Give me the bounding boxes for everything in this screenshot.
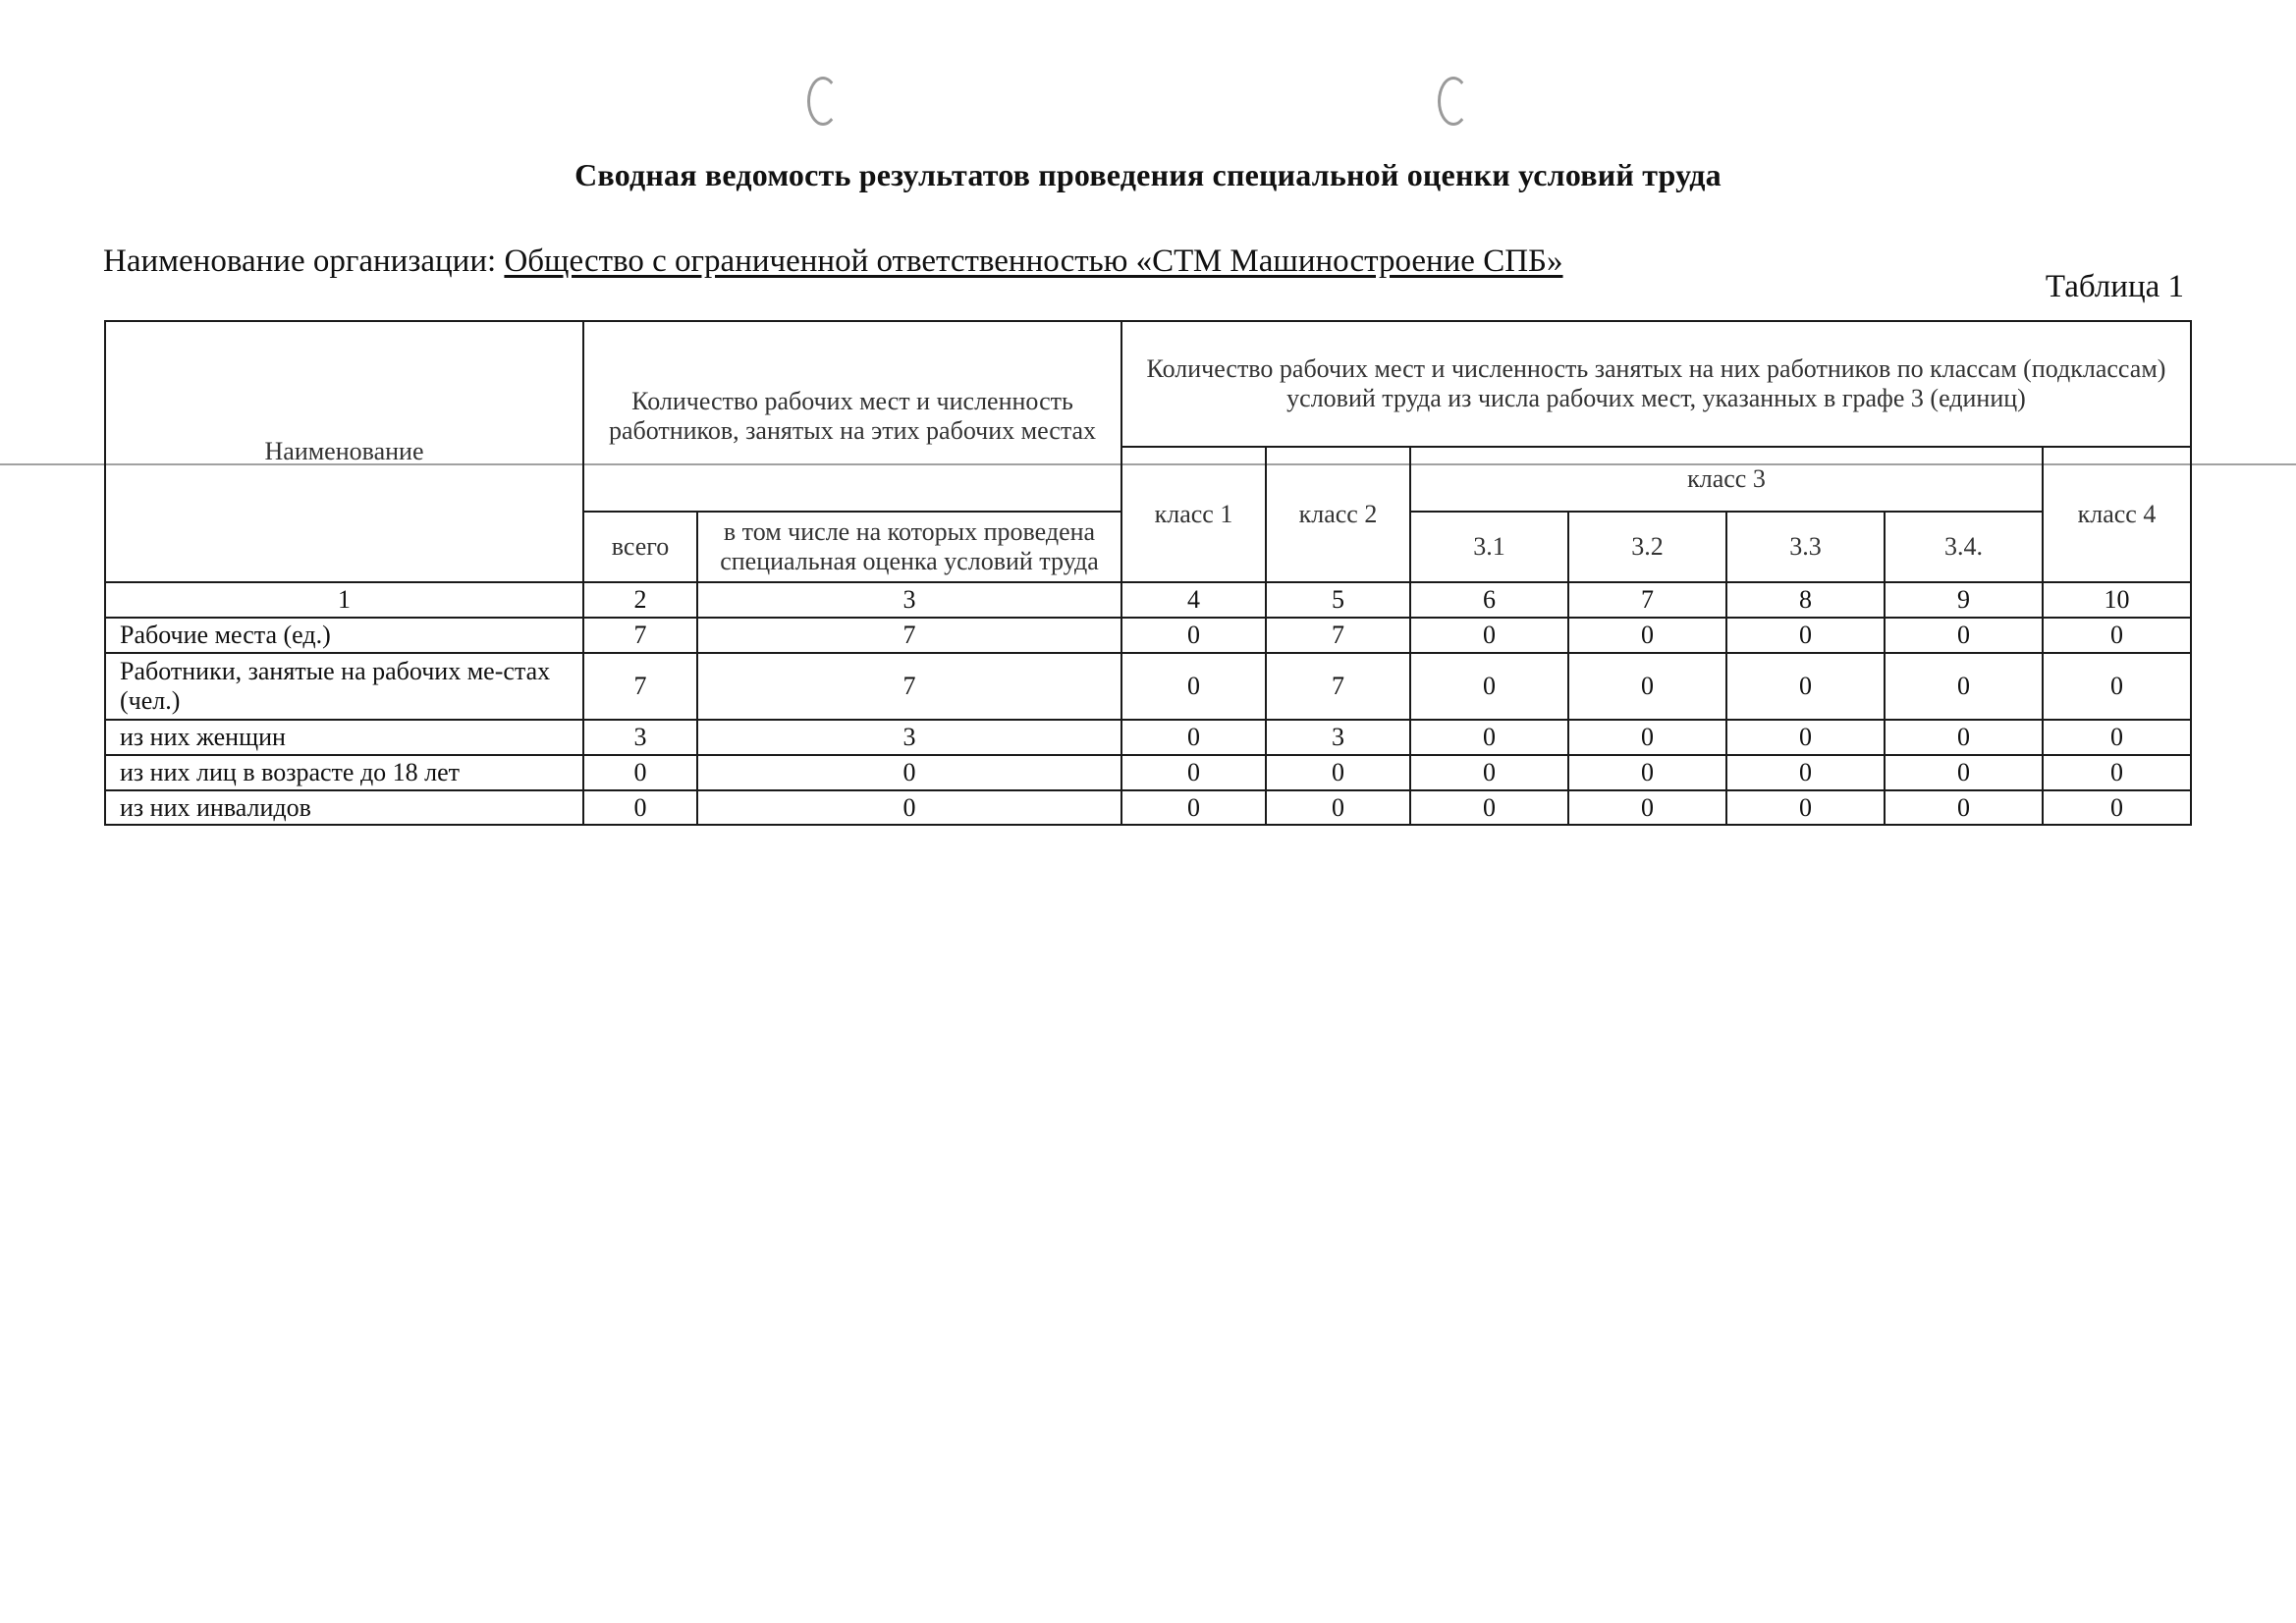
header-group-classes: Количество рабочих мест и численность занятых на них работников по классам (подклассам) условий труда из числа рабочих мест, указанных в графе 3 (единиц) [1121,321,2191,447]
cell-value: 0 [1568,653,1726,720]
cell-value: 0 [1121,618,1266,653]
cell-value: 0 [1568,790,1726,826]
cell-value: 0 [1410,720,1568,755]
table-row [105,790,2191,826]
column-number: 1 [105,582,583,618]
row-label: из них женщин [105,720,583,755]
row-label: Работники, занятые на рабочих ме-стах (чел.) [105,653,583,720]
header-sub-3-3: 3.3 [1726,512,1885,582]
cell-value: 0 [1568,755,1726,790]
cell-value: 0 [2043,618,2191,653]
cell-value: 0 [1266,755,1410,790]
cell-value: 0 [1121,790,1266,826]
cell-value: 0 [583,755,697,790]
cell-value: 0 [697,755,1121,790]
row-label: из них инвалидов [105,790,583,826]
cell-value: 0 [1726,653,1885,720]
cell-value: 3 [697,720,1121,755]
row-label: Рабочие места (ед.) [105,618,583,653]
row-label: из них лиц в возрасте до 18 лет [105,755,583,790]
column-number: 6 [1410,582,1568,618]
header-sub-3-1: 3.1 [1410,512,1568,582]
column-number: 8 [1726,582,1885,618]
punch-hole-mark [1438,77,1469,126]
cell-value: 0 [1568,720,1726,755]
cell-value: 0 [1266,790,1410,826]
table-row [105,618,2191,653]
table-row [105,720,2191,755]
cell-value: 0 [1726,755,1885,790]
cell-value: 0 [1410,618,1568,653]
cell-value: 7 [1266,618,1410,653]
cell-value: 7 [1266,653,1410,720]
cell-value: 0 [2043,755,2191,790]
cell-value: 0 [1121,720,1266,755]
header-sub-3-2: 3.2 [1568,512,1726,582]
column-number: 7 [1568,582,1726,618]
table-number: Таблица 1 [2045,269,2184,304]
cell-value: 0 [1726,618,1885,653]
document-title: Сводная ведомость результатов проведения специальной оценки условий труда [574,157,1722,192]
cell-value: 0 [697,790,1121,826]
cell-value: 0 [1121,755,1266,790]
cell-value: 0 [1885,653,2043,720]
cell-value: 0 [1885,790,2043,826]
summary-table [104,320,2192,826]
header-sub-3-4: 3.4. [1885,512,2043,582]
cell-value: 0 [1568,618,1726,653]
cell-value: 7 [697,618,1121,653]
header-class2: класс 2 [1266,447,1410,582]
column-number: 4 [1121,582,1266,618]
header-class4: класс 4 [2043,447,2191,582]
header-class3: класс 3 [1410,447,2043,512]
cell-value: 0 [1885,720,2043,755]
cell-value: 0 [583,790,697,826]
cell-value: 0 [1726,790,1885,826]
cell-value: 0 [1885,618,2043,653]
cell-value: 0 [1410,653,1568,720]
header-assessed: в том числе на которых проведена специальная оценка условий труда [697,512,1121,582]
column-number: 5 [1266,582,1410,618]
organization-name: Общество с ограниченной ответственностью «СТМ Машиностроение СПБ» [504,243,1563,279]
organization-line [103,243,1563,280]
table-row [105,755,2191,790]
cell-value: 0 [1121,653,1266,720]
column-number: 9 [1885,582,2043,618]
cell-value: 0 [1726,720,1885,755]
cell-value: 0 [2043,720,2191,755]
cell-value: 7 [697,653,1121,720]
header-name: Наименование [105,321,583,582]
column-number: 10 [2043,582,2191,618]
cell-value: 3 [1266,720,1410,755]
cell-value: 7 [583,653,697,720]
punch-hole-mark [807,77,839,126]
column-number: 2 [583,582,697,618]
header-total: всего [583,512,697,582]
cell-value: 0 [1410,755,1568,790]
cell-value: 0 [2043,653,2191,720]
header-group-workplaces: Количество рабочих мест и численность работников, занятых на этих рабочих местах [583,321,1121,512]
cell-value: 0 [1885,755,2043,790]
column-numbers-row [105,582,2191,618]
cell-value: 0 [2043,790,2191,826]
table-row [105,653,2191,720]
cell-value: 0 [1410,790,1568,826]
cell-value: 3 [583,720,697,755]
header-class1: класс 1 [1121,447,1266,582]
organization-label: Наименование организации: [103,243,497,279]
cell-value: 7 [583,618,697,653]
column-number: 3 [697,582,1121,618]
